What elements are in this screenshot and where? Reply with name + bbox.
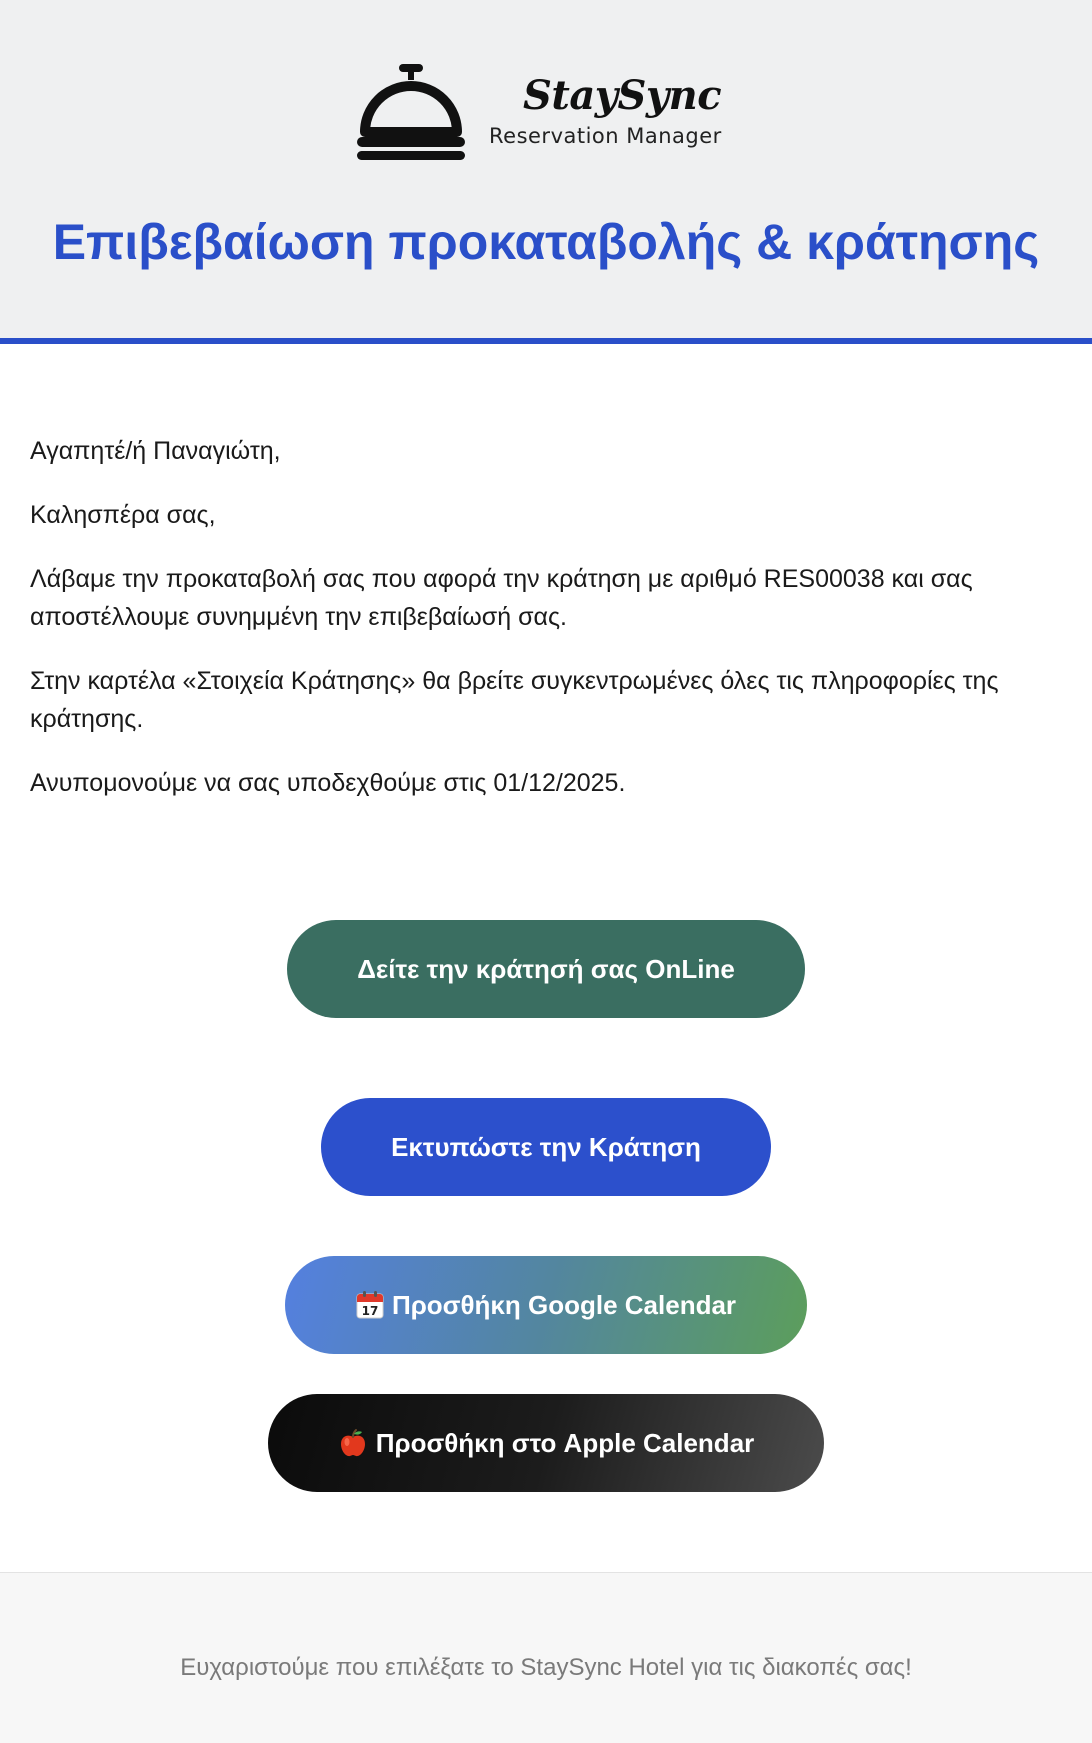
add-apple-calendar-button[interactable] bbox=[268, 1394, 824, 1492]
apple-calendar-label: Προσθήκη στο Apple Calendar bbox=[375, 1427, 755, 1458]
service-bell-icon bbox=[355, 60, 467, 160]
page-title: Επιβεβαίωση προκαταβολής & κράτησης bbox=[52, 214, 1040, 270]
details-paragraph: Στην καρτέλα «Στοιχεία Κράτησης» θα βρείτε συγκεντρωμένες όλες τις πληροφορίες της κράτησης. bbox=[30, 667, 999, 733]
email-header bbox=[0, 0, 1092, 344]
salutation-text: Καλησπέρα σας, bbox=[30, 501, 216, 529]
deposit-paragraph: Λάβαμε την προκαταβολή σας που αφορά την κράτηση με αριθμό RES00038 και σας αποστέλλουμε συνημμένη την επιβεβαίωσή σας. bbox=[30, 565, 973, 631]
calendar-icon-day: 17 bbox=[361, 1304, 379, 1318]
brand-logo bbox=[355, 60, 755, 160]
brand-tagline: Reservation Manager bbox=[489, 124, 722, 148]
arrival-paragraph: Ανυπομονούμε να σας υποδεχθούμε στις 01/12/2025. bbox=[30, 769, 626, 797]
add-google-calendar-button[interactable] bbox=[285, 1256, 807, 1354]
message-body bbox=[30, 432, 1060, 828]
print-label: Εκτυπώστε την Κράτηση bbox=[391, 1131, 701, 1162]
print-reservation-button[interactable] bbox=[321, 1098, 771, 1196]
greeting-text: Αγαπητέ/ή Παναγιώτη, bbox=[30, 437, 281, 465]
view-online-label: Δείτε την κράτησή σας OnLine bbox=[357, 953, 735, 984]
apple-icon bbox=[338, 1428, 368, 1458]
brand-name: StaySync bbox=[523, 72, 722, 119]
google-calendar-label: Προσθήκη Google Calendar bbox=[391, 1289, 737, 1320]
calendar-icon bbox=[356, 1291, 384, 1319]
view-reservation-online-button[interactable] bbox=[287, 920, 805, 1018]
email-footer bbox=[0, 1572, 1092, 1743]
footer-thanks-text: Ευχαριστούμε που επιλέξατε το StaySync Hotel για τις διακοπές σας! bbox=[180, 1654, 912, 1681]
